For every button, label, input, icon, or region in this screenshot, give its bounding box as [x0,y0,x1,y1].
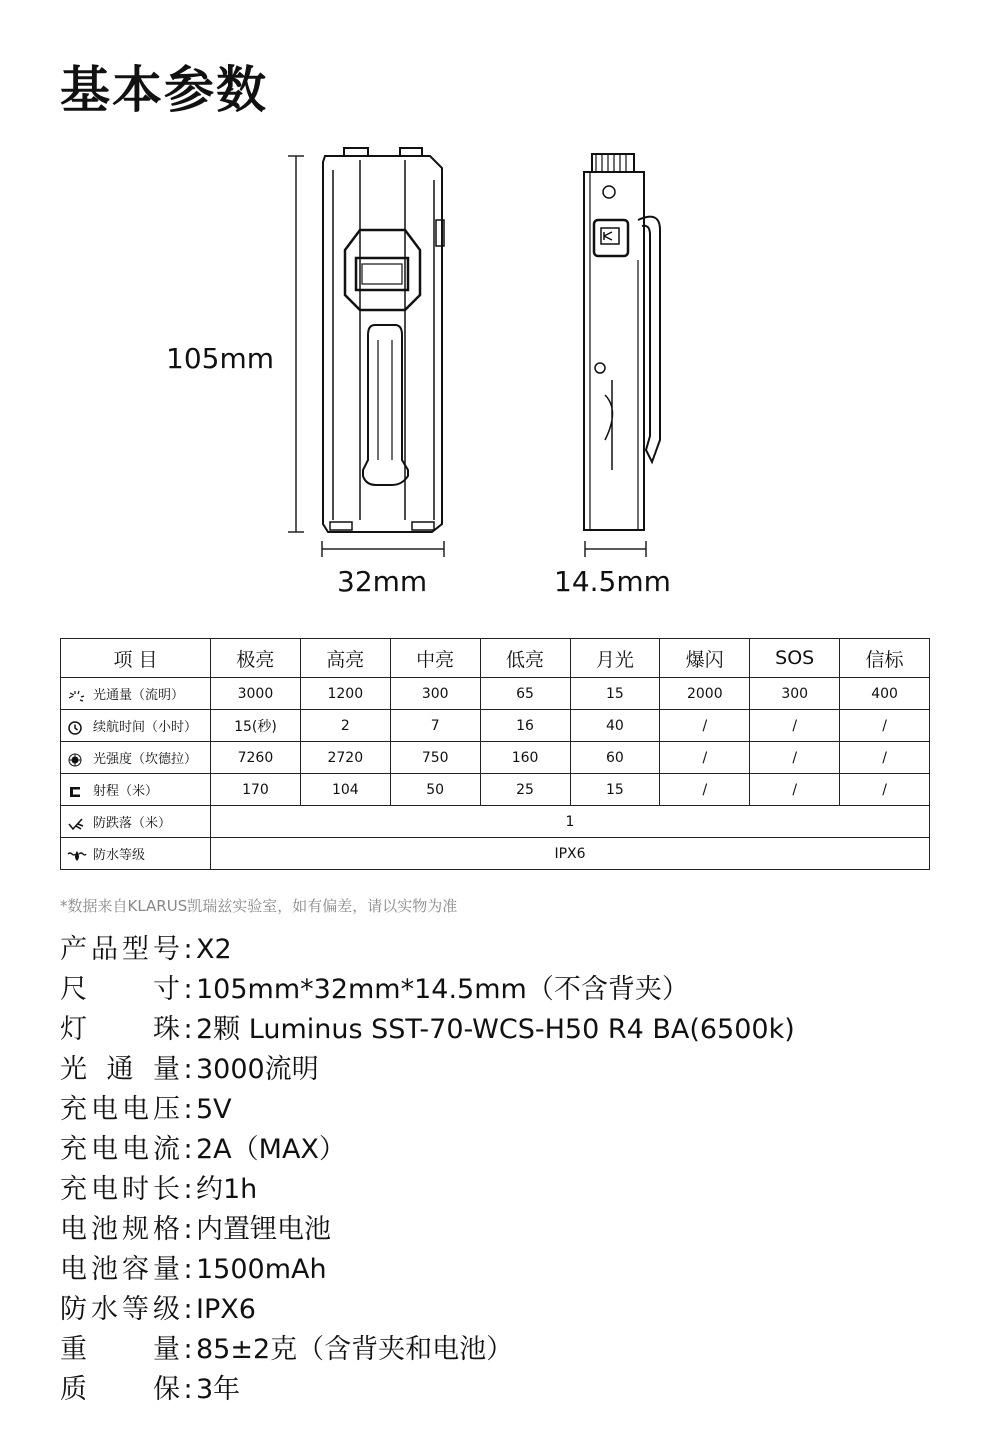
page-title: 基本参数 [60,61,268,119]
table-cell: 40 [570,710,660,742]
table-cell: / [660,774,750,806]
table-cell: 300 [750,678,840,710]
header-mode: 月光 [570,639,660,678]
table-cell: 15 [570,678,660,710]
spec-list [60,930,795,1410]
spec-item: 充电电压 : 5V [60,1094,232,1125]
spec-item: 电池规格 : 内置锂电池 [60,1214,331,1245]
table-cell: / [750,742,840,774]
table-cell: 60 [570,742,660,774]
data-disclaimer: *数据来自KLARUS凯瑞兹实验室，如有偏差，请以实物为准 [60,897,458,915]
table-row [61,710,930,742]
row-label: 续航时间（小时） [61,710,211,742]
header-mode: 低亮 [480,639,570,678]
width-label: 32mm [337,565,428,598]
spec-item: 电池容量 : 1500mAh [60,1254,327,1285]
table-cell: 50 [390,774,480,806]
table-row [61,678,930,710]
row-label: 射程（米） [61,774,211,806]
table-cell: 65 [480,678,570,710]
row-label: 光通量（流明） [61,678,211,710]
table-cell: 1200 [300,678,390,710]
light-rays-icon [67,689,87,703]
spec-item: 灯珠 : 2颗 Luminus SST-70-WCS-H50 R4 BA(6500k) [60,1014,795,1045]
spec-item: 质保 : 3年 [60,1374,241,1405]
table-cell: / [840,742,930,774]
width-dimension [322,541,444,557]
spec-item: 尺寸 : 105mm*32mm*14.5mm（不含背夹） [60,974,689,1005]
row-label: 光强度（坎德拉） [61,742,211,774]
header-mode: 爆闪 [660,639,750,678]
table-cell-merged: 1 [211,806,930,838]
table-cell: 300 [390,678,480,710]
header-mode: SOS [750,639,840,678]
spec-item: 充电时长 : 约1h [60,1174,258,1205]
spec-item: 重量 : 85±2克（含背夹和电池） [60,1334,514,1365]
header-mode: 信标 [840,639,930,678]
table-row [61,838,930,870]
table-row [61,742,930,774]
beam-distance-icon [67,785,87,799]
product-drawing [0,140,990,610]
table-cell: / [660,710,750,742]
row-label: 防跌落（米） [61,806,211,838]
side-view [584,154,660,530]
spec-item: 产品型号 : X2 [60,934,232,965]
table-cell: / [840,774,930,806]
header-mode: 中亮 [390,639,480,678]
table-cell: / [750,710,840,742]
table-cell: / [840,710,930,742]
spec-item: 防水等级 : IPX6 [60,1294,256,1325]
table-cell: 2720 [300,742,390,774]
table-cell-merged: IPX6 [211,838,930,870]
table-cell: 7 [390,710,480,742]
spec-item: 充电电流 : 2A（MAX） [60,1134,346,1165]
header-mode: 高亮 [300,639,390,678]
table-header-row [61,639,930,678]
row-label: 防水等级 [61,838,211,870]
spec-table [60,638,930,870]
table-cell: 104 [300,774,390,806]
table-cell: 170 [211,774,301,806]
spec-item: 光通量 : 3000流明 [60,1054,319,1085]
table-cell: 400 [840,678,930,710]
front-view [323,148,444,532]
waterproof-icon [67,849,87,863]
header-mode: 极亮 [211,639,301,678]
table-cell: 7260 [211,742,301,774]
table-cell: 750 [390,742,480,774]
table-cell: 3000 [211,678,301,710]
table-cell: 25 [480,774,570,806]
height-dimension [288,156,304,532]
table-cell: 15(秒) [211,710,301,742]
clock-icon [67,721,87,735]
impact-icon [67,817,87,831]
table-row [61,806,930,838]
table-cell: 2000 [660,678,750,710]
header-item: 项 目 [61,639,211,678]
height-label: 105mm [166,342,274,375]
intensity-icon [67,753,87,767]
table-cell: 160 [480,742,570,774]
table-cell: / [750,774,840,806]
table-cell: 15 [570,774,660,806]
table-cell: / [660,742,750,774]
table-cell: 2 [300,710,390,742]
table-cell: 16 [480,710,570,742]
table-row [61,774,930,806]
depth-label: 14.5mm [554,565,671,598]
depth-dimension [585,541,646,557]
